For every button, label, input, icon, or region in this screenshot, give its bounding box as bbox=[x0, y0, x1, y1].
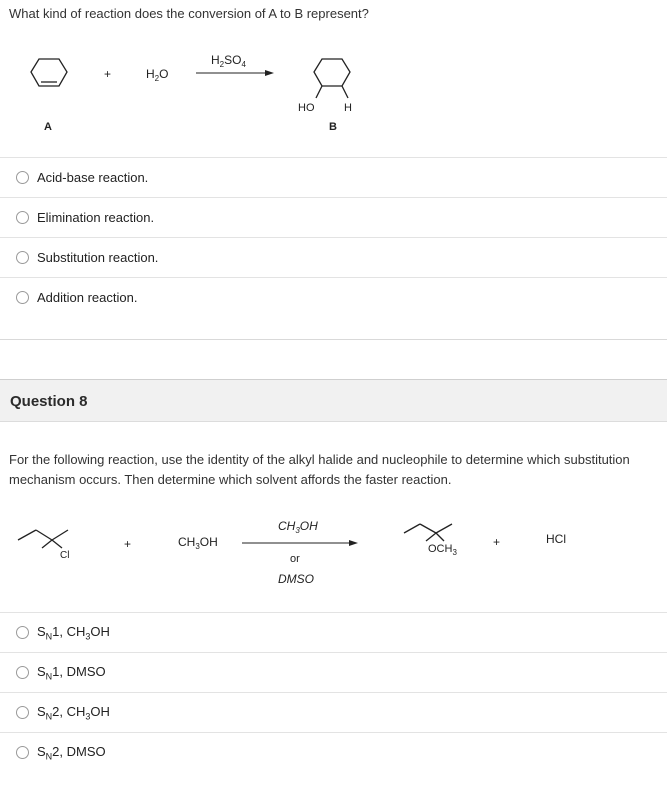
question-7-prompt: What kind of reaction does the conversion of A to B represent? bbox=[9, 6, 369, 21]
hydroxyl-label: HO bbox=[298, 102, 315, 114]
chloride-label: Cl bbox=[60, 550, 70, 561]
solvent-methanol: $CH_3OH$ bbox=[278, 519, 318, 535]
alkyl-halide-structure bbox=[18, 530, 68, 548]
methoxy-label: $OCH_3$ bbox=[428, 543, 457, 557]
q8-option-sn1-dmso[interactable] bbox=[0, 652, 667, 692]
cyclohexene-structure bbox=[31, 59, 67, 86]
q7-option-addition[interactable] bbox=[0, 277, 667, 317]
option-label: $S_N1$, DMSO bbox=[37, 663, 106, 682]
question-8-header bbox=[0, 379, 667, 422]
cyclohexanol-structure bbox=[314, 59, 350, 98]
label-A: A bbox=[44, 121, 52, 133]
ether-product-structure bbox=[404, 524, 452, 541]
option-label: Acid-base reaction. bbox=[37, 170, 149, 185]
section-divider bbox=[0, 339, 667, 340]
plus-sign-q8-1: + bbox=[124, 537, 132, 551]
solvent-or: or bbox=[290, 553, 300, 565]
radio-button[interactable] bbox=[16, 251, 29, 264]
q8-option-sn2-methanol[interactable] bbox=[0, 692, 667, 732]
option-label: Elimination reaction. bbox=[37, 210, 155, 225]
radio-button[interactable] bbox=[16, 706, 29, 719]
radio-button[interactable] bbox=[16, 171, 29, 184]
water-formula: $H_2O$ bbox=[146, 67, 169, 83]
option-label: $S_N2$, DMSO bbox=[37, 743, 106, 762]
solvent-dmso: DMSO bbox=[278, 572, 314, 586]
q7-option-substitution[interactable] bbox=[0, 237, 667, 277]
hydrogen-label: H bbox=[344, 102, 352, 114]
plus-sign-q8-2: + bbox=[493, 535, 501, 549]
option-label: Addition reaction. bbox=[37, 290, 138, 305]
q8-option-sn1-methanol[interactable] bbox=[0, 612, 667, 652]
q7-option-acid-base[interactable] bbox=[0, 157, 667, 197]
reaction-arrow-q7 bbox=[196, 70, 274, 76]
sulfuric-acid-formula: $H_2SO_4$ bbox=[211, 53, 246, 69]
plus-sign-q7: + bbox=[104, 67, 112, 81]
radio-button[interactable] bbox=[16, 211, 29, 224]
question-8-title: Question 8 bbox=[10, 393, 88, 410]
methanol-nucleophile: $CH_3OH$ bbox=[178, 535, 218, 551]
reaction-arrow-q8 bbox=[242, 540, 358, 546]
radio-button[interactable] bbox=[16, 626, 29, 639]
option-label: Substitution reaction. bbox=[37, 250, 159, 265]
radio-button[interactable] bbox=[16, 666, 29, 679]
hcl-byproduct: HCl bbox=[546, 532, 566, 546]
radio-button[interactable] bbox=[16, 291, 29, 304]
q7-option-elimination[interactable] bbox=[0, 197, 667, 237]
question-8-prompt: For the following reaction, use the identity of the alkyl halide and nucleophile to determine which substitution mechanism occurs. Then determine which solvent affords the faster reaction. bbox=[9, 452, 630, 487]
radio-button[interactable] bbox=[16, 746, 29, 759]
option-label: $S_N1$, $CH_3OH$ bbox=[37, 623, 110, 642]
option-label: $S_N2$, $CH_3OH$ bbox=[37, 703, 110, 722]
label-B: B bbox=[329, 121, 337, 133]
q8-option-sn2-dmso[interactable] bbox=[0, 732, 667, 772]
